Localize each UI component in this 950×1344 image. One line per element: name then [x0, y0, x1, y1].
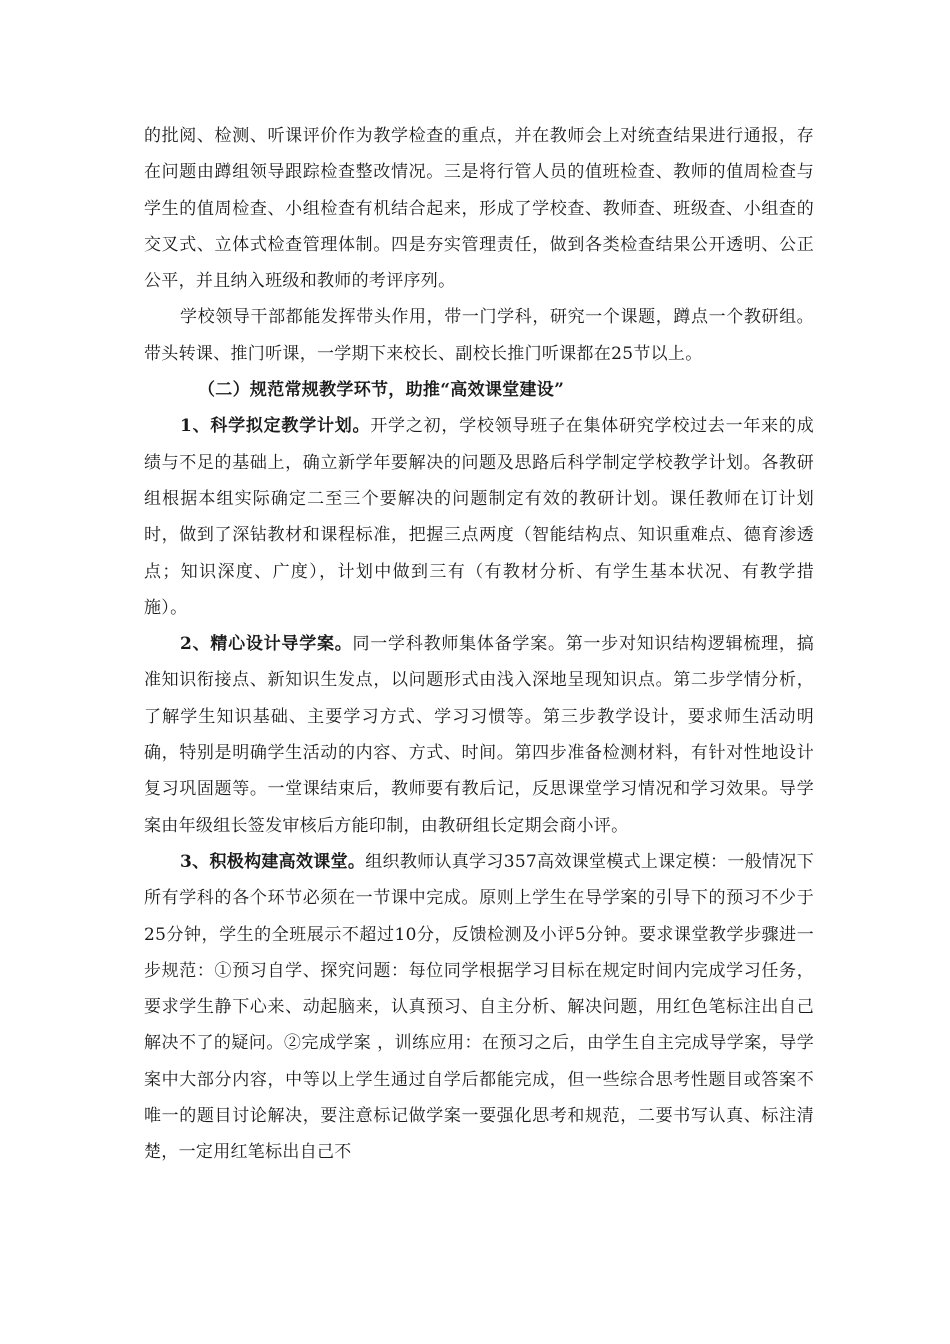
paragraph-leadership: 学校领导干部都能发挥带头作用，带一门学科，研究一个课题，蹲点一个教研组。带头转课、推门听课，一学期下来校长、副校长推门听课都在25节以上。 — [144, 307, 814, 364]
item-3-title: 3、积极构建高效课堂。 — [180, 851, 366, 872]
paragraph-inspection: 的批阅、检测、听课评价作为教学检查的重点，并在教师会上对统查结果进行通报，存在问题由蹲组领导跟踪检查整改情况。三是将行管人员的值班检查、教师的值周检查与学生的值周检查、小组检查有机结合起来，形成了学校查、教师查、班级查、小组查的交叉式、立体式检查管理体制。四是夯实管理责任，做到各类检查结果公开透明、公正公平，并且纳入班级和教师的考评序列。 — [144, 126, 814, 292]
paragraph-teaching-plan — [144, 408, 814, 626]
paragraph-efficient-class — [144, 844, 814, 1171]
section-heading: （二）规范常规教学环节，助推“高效课堂建设” — [198, 380, 565, 401]
item-3-body: 组织教师认真学习357高效课堂模式上课定模：一般情况下所有学科的各个环节必须在一节课中完成。原则上学生在导学案的引导下的预习不少于25分钟，学生的全班展示不超过10分，反馈检测及小评5分钟。要求课堂教学步骤进一步规范：①预习自学、探究问题：每位同学根据学习目标在规定时间内完成学习任务，要求学生静下心来、动起脑来，认真预习、自主分析、解决问题，用红色笔标注出自己解决不了的疑问。②完成学案 ，训练应用：在预习之后，由学生自主完成导学案，导学案中大部分内容，中等以上学生通过自学后都能完成，但一些综合思考性题目或答案不唯一的题目讨论解决，要注意标记做学案一要强化思考和规范，二要书写认真、标注清楚，一定用红笔标出自己不 — [144, 851, 814, 1163]
paragraph-guide-case — [144, 626, 814, 844]
item-2-title: 2、精心设计导学案。 — [180, 634, 353, 655]
item-1-body: 开学之初，学校领导班子在集体研究学校过去一年来的成绩与不足的基础上，确立新学年要解决的问题及思路后科学制定学校教学计划。各教研组根据本组实际确定二至三个要解决的问题制定有效的教研计划。课任教师在订计划时，做到了深钻教材和课程标准，把握三点两度（智能结构点、知识重难点、德育渗透点；知识深度、广度），计划中做到三有（有教材分析、有学生基本状况、有教学措施）。 — [144, 416, 814, 618]
item-1-title: 1、科学拟定教学计划。 — [180, 416, 371, 437]
item-2-body: 同一学科教师集体备学案。第一步对知识结构逻辑梳理，搞准知识衔接点、新知识生发点，以问题形式由浅入深地呈现知识点。第二步学情分析，了解学生知识基础、主要学习方式、学习习惯等。第三步教学设计，要求师生活动明确，特别是明确学生活动的内容、方式、时间。第四步准备检测材料，有针对性地设计复习巩固题等。一堂课结束后，教师要有教后记，反思课堂学习情况和学习效果。导学案由年级组长签发审核后方能印制，由教研组长定期会商小评。 — [144, 634, 814, 836]
